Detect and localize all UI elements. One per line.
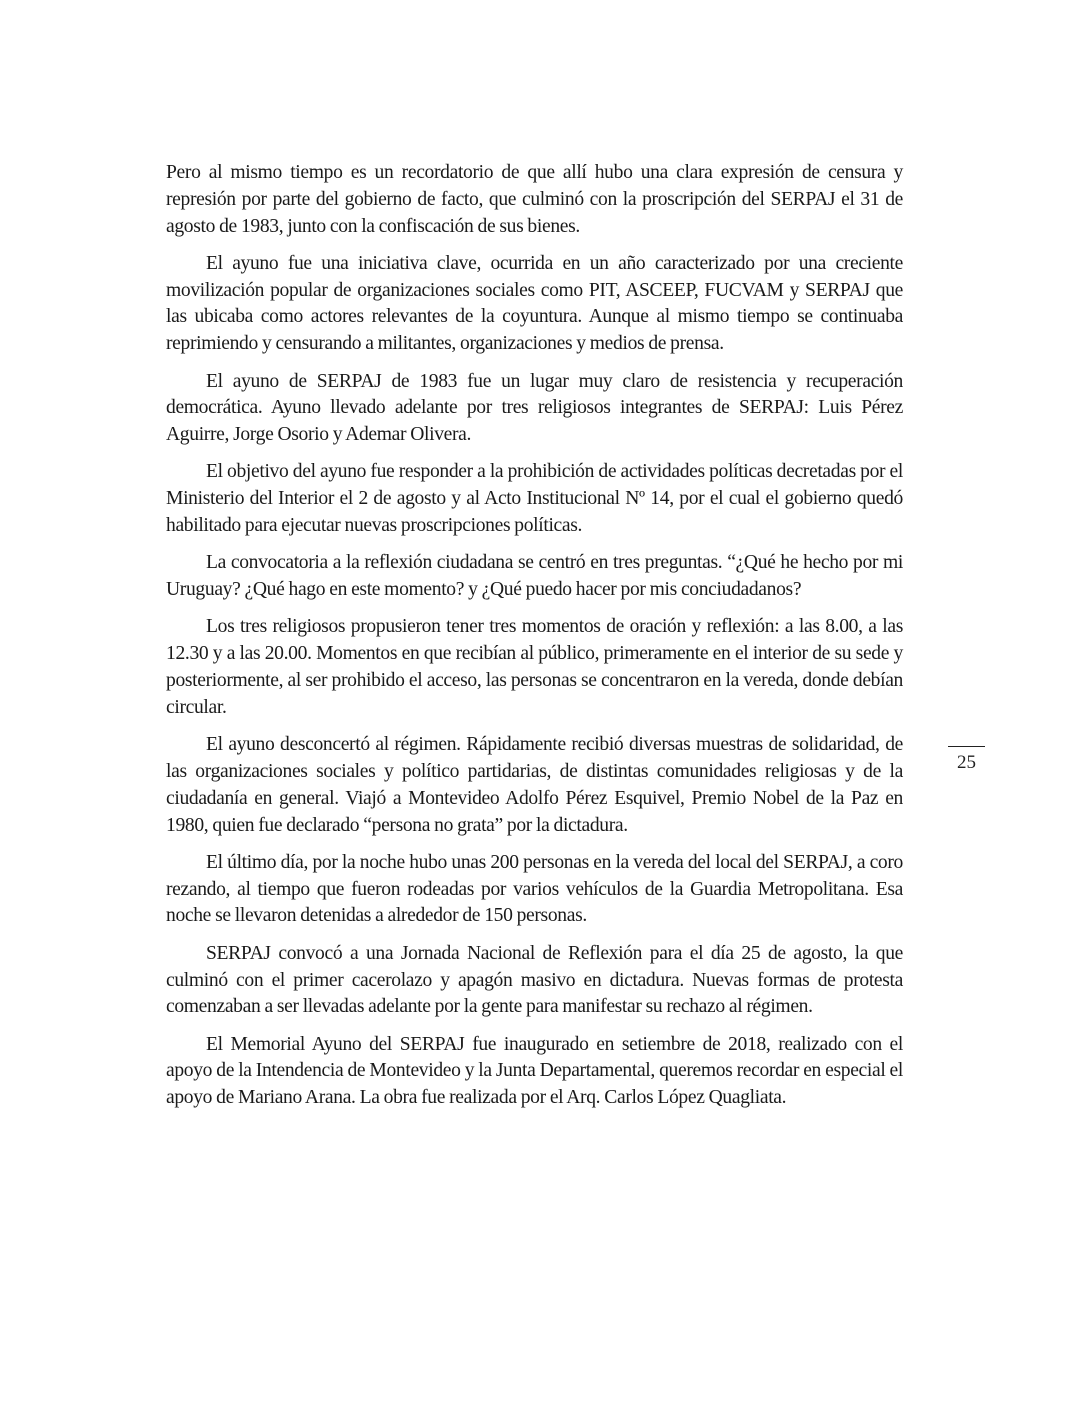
page-body bbox=[166, 160, 903, 1123]
paragraph-2: El ayuno fue una iniciativa clave, ocurrida en un año caracterizado por una creciente movilización popular de organizaciones sociales como PIT, ASCEEP, FUCVAM y SERPAJ que las ubicaba como actores relevantes de la coyuntura. Aunque al mismo tiempo se continuaba reprimiendo y censurando a militantes, organizaciones y medios de prensa. bbox=[166, 252, 903, 355]
paragraph-3: El ayuno de SERPAJ de 1983 fue un lugar muy claro de resistencia y recuperación democrática. Ayuno llevado adelante por tres religiosos integrantes de SERPAJ: Luis Pérez Aguirre, Jorge Osorio y Ademar Olivera. bbox=[166, 370, 903, 446]
paragraph-10: El Memorial Ayuno del SERPAJ fue inaugurado en setiembre de 2018, realizado con el apoyo de la Intendencia de Montevideo y la Junta Departamental, queremos recordar en especial el apoyo de Mariano Arana. La obra fue realizada por el Arq. Carlos López Quagliata. bbox=[166, 1033, 903, 1109]
paragraph-8: El último día, por la noche hubo unas 200 personas en la vereda del local del SERPAJ, a coro rezando, al tiempo que fueron rodeadas por varios vehículos de la Guardia Metropolitana. Esa noche se llevaron detenidas a alrededor de 150 personas. bbox=[166, 851, 903, 927]
paragraph-4: El objetivo del ayuno fue responder a la prohibición de actividades políticas decretadas por el Ministerio del Interior el 2 de agosto y al Acto Institucional Nº 14, por el cual el gobierno quedó habilitado para ejecutar nuevas proscripciones políticas. bbox=[166, 461, 903, 537]
paragraph-1: Pero al mismo tiempo es un recordatorio de que allí hubo una clara expresión de censura y represión por parte del gobierno de facto, que culminó con la proscripción del SERPAJ el 31 de agosto de 1983, junto con la confiscación de sus bienes. bbox=[166, 162, 903, 237]
paragraph-6: Los tres religiosos propusieron tener tres momentos de oración y reflexión: a las 8.00, a las 12.30 y a las 20.00. Momentos en que recibían al público, primeramente en el interior de su sede y posteriormente, al ser prohibido el acceso, las personas se concentraron en la vereda, donde debían circular. bbox=[166, 616, 903, 718]
paragraph-5: La convocatoria a la reflexión ciudadana se centró en tres preguntas. “¿Qué he hecho por mi Uruguay? ¿Qué hago en este momento? y ¿Qué puedo hacer por mis conciudadanos? bbox=[166, 552, 903, 601]
paragraph-9: SERPAJ convocó a una Jornada Nacional de Reflexión para el día 25 de agosto, la que culminó con el primer cacerolazo y apagón masivo en dictadura. Nuevas formas de protesta comenzaban a ser llevadas adelante por la gente para manifestar su rechazo al régimen. bbox=[166, 942, 903, 1018]
page-number: 25 bbox=[948, 746, 985, 775]
paragraph-7: El ayuno desconcertó al régimen. Rápidamente recibió diversas muestras de solidaridad, de las organizaciones sociales y político partidarias, de distintas comunidades religiosas y de la ciudadanía en general. Viajó a Montevideo Adolfo Pérez Esquivel, Premio Nobel de la Paz en 1980, quien fue declarado “persona no grata” por la dictadura. bbox=[166, 734, 903, 836]
